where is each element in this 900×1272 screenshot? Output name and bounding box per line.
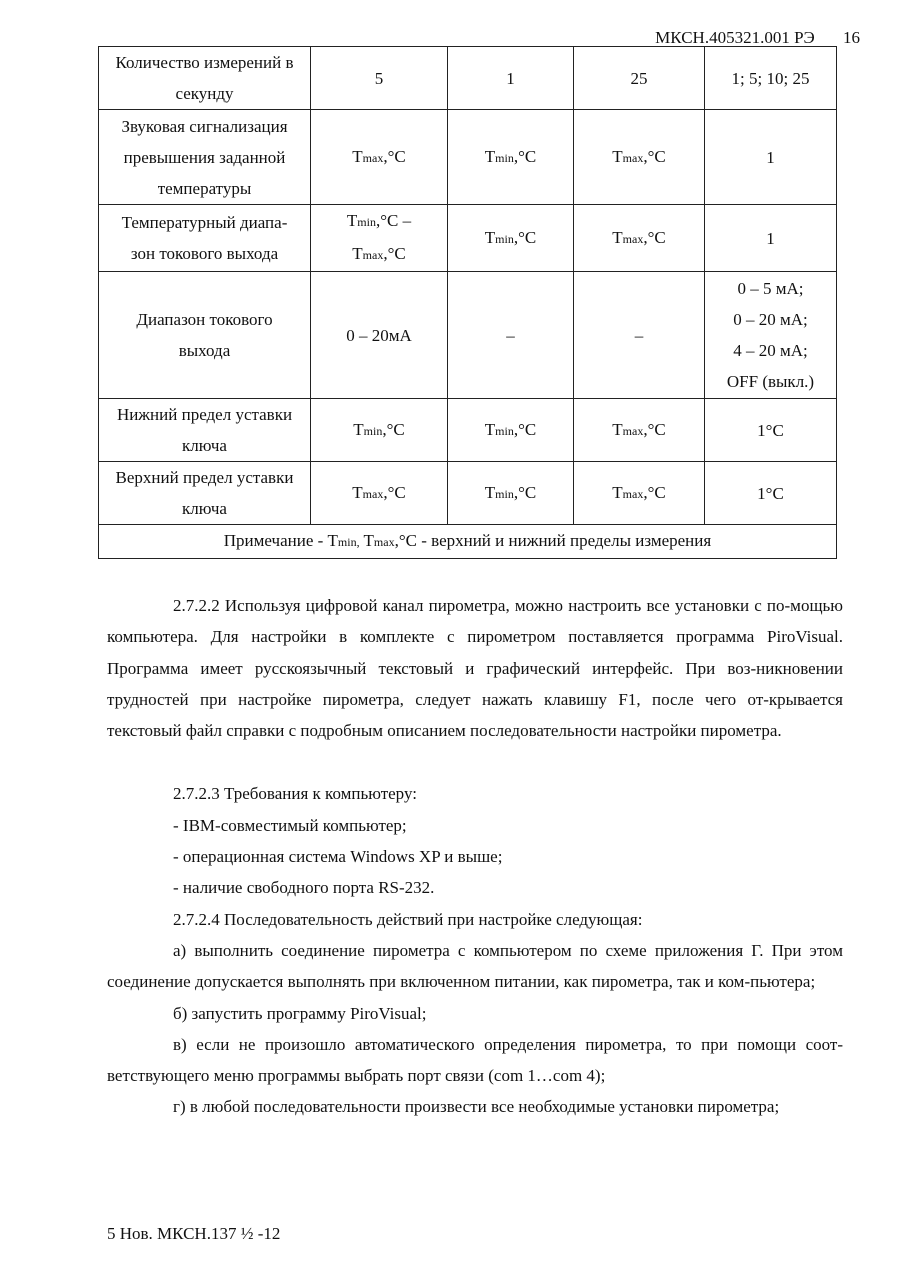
document-code: МКСН.405321.001 РЭ — [655, 28, 815, 47]
row-label-line: Температурный диапа- — [121, 213, 288, 232]
temperature-value — [454, 141, 567, 174]
note-text-prefix: Примечание - T — [223, 531, 338, 550]
requirement-item: - операционная система Windows XP и выше; — [173, 847, 503, 867]
temperature-unit: ,°C — [383, 146, 406, 166]
requirement-item: - наличие свободного порта RS-232. — [173, 878, 435, 898]
cell-value-line: 0 – 20 мА; — [733, 310, 808, 329]
parameters-table — [98, 46, 837, 559]
step-a: а) выполнить соединение пирометра с компьютером по схеме приложения Г. При этом соединение допускается выполнять при включенном питании, как пирометра, так и ком-пьютера; — [107, 940, 843, 992]
temperature-unit: ,°C — [513, 419, 537, 439]
temperature-unit: ,°C — [513, 482, 537, 502]
table-cell — [574, 47, 705, 110]
temperature-subscript: max — [362, 150, 384, 165]
table-cell — [448, 399, 574, 462]
table-row — [99, 205, 837, 272]
temperature-unit: ,°C — [382, 419, 405, 439]
row-label-cell — [99, 272, 311, 399]
row-label-cell — [99, 399, 311, 462]
temperature-symbol: T — [346, 211, 358, 230]
temperature-subscript: min — [357, 215, 376, 229]
table-cell — [448, 110, 574, 205]
temperature-value — [317, 205, 441, 238]
page-number: 16 — [843, 28, 860, 47]
temperature-value — [580, 414, 698, 447]
table-note-row — [99, 525, 837, 559]
temperature-subscript: min — [495, 231, 514, 246]
temperature-subscript: max — [622, 486, 644, 501]
cell-value: – — [506, 325, 515, 345]
temperature-symbol: T — [352, 146, 363, 166]
row-label-line: выхода — [178, 341, 231, 360]
table-cell — [448, 47, 574, 110]
page-header — [655, 28, 860, 48]
step-c: в) если не произошло автоматического определения пирометра, то при помощи соот-ветствующего меню программы выбрать порт связи (com 1…com 4); — [107, 1034, 843, 1086]
temperature-unit: ,°C — [383, 482, 406, 502]
cell-value: 25 — [630, 68, 648, 88]
temperature-symbol: T — [484, 227, 496, 247]
temperature-unit: ,°C — [643, 227, 666, 247]
temperature-subscript: max — [362, 248, 384, 262]
temperature-subscript: max — [622, 231, 644, 246]
table-cell — [311, 47, 448, 110]
table-cell — [311, 110, 448, 205]
cell-value: 1 — [506, 68, 515, 88]
temperature-unit: ,°C — [513, 227, 537, 247]
note-text-suffix: ,°C - верхний и нижний пределы измерения — [394, 531, 712, 550]
row-label-line: ключа — [182, 436, 227, 455]
table-cell — [574, 110, 705, 205]
row-label-line: Нижний предел уставки — [116, 405, 293, 424]
cell-value: 5 — [374, 68, 384, 88]
note-text-sub2: max — [373, 535, 395, 549]
table-cell — [705, 110, 837, 205]
note-text-mid: T — [359, 531, 374, 550]
cell-value-line: 0 – 5 мА; — [737, 279, 804, 298]
temperature-unit: ,°C — [383, 244, 406, 263]
temperature-symbol: T — [612, 227, 623, 247]
temperature-subscript: max — [622, 150, 644, 165]
temperature-value — [580, 141, 698, 174]
table-row — [99, 47, 837, 110]
row-label-cell — [99, 205, 311, 272]
temperature-unit: ,°C — [513, 146, 537, 166]
table-cell — [705, 462, 837, 525]
temperature-subscript: max — [622, 423, 644, 438]
temperature-value — [317, 414, 441, 447]
table-cell — [574, 462, 705, 525]
cell-value: 0 – 20мА — [346, 325, 412, 345]
cell-value-line: 4 – 20 мА; — [733, 341, 808, 360]
row-label-line: температуры — [157, 178, 252, 198]
row-label-cell — [99, 462, 311, 525]
cell-value: 1°C — [757, 483, 784, 503]
temperature-subscript: min — [495, 423, 514, 438]
row-label-line: Верхний предел уставки — [115, 468, 294, 487]
cell-value: 1 — [766, 147, 775, 167]
table-cell — [705, 399, 837, 462]
temperature-symbol: T — [353, 419, 364, 439]
cell-value: 1 — [766, 228, 775, 248]
temperature-symbol: T — [352, 244, 363, 263]
step-b: б) запустить программу PiroVisual; — [173, 1003, 427, 1023]
table-cell — [448, 272, 574, 399]
table-row — [99, 110, 837, 205]
temperature-value — [580, 222, 698, 255]
row-label-line: Звуковая сигнализация — [121, 116, 288, 136]
temperature-unit: ,°C – — [375, 211, 412, 230]
table-cell — [705, 205, 837, 272]
temperature-value — [454, 477, 567, 510]
note-text-sub1: min, — [337, 535, 360, 549]
temperature-subscript: max — [362, 486, 384, 501]
row-label-line: зон токового выхода — [130, 244, 279, 263]
temperature-symbol: T — [612, 482, 623, 502]
temperature-symbol: T — [484, 419, 496, 439]
table-cell — [705, 47, 837, 110]
row-label-cell — [99, 110, 311, 205]
row-label-line: Количество измерений в — [115, 53, 294, 72]
paragraph-2-7-2-3: 2.7.2.3 Требования к компьютеру: — [173, 784, 417, 804]
temperature-subscript: min — [495, 150, 514, 165]
paragraph-2-7-2-2: 2.7.2.2 Используя цифровой канал пирометра, можно настроить все установки с по-мощью компьютера. Для настройки в комплекте с пирометром поставляется программа PiroVisual. Программа имеет русскоязычный текстовый и графический интерфейс. При воз-никновении трудностей при настройке пирометра, следует нажать клавишу F1, после чего от-крывается текстовый файл справки с подробным описанием последовательности настройки пирометра. — [107, 596, 843, 741]
temperature-symbol: T — [484, 482, 496, 502]
temperature-subscript: min — [495, 486, 514, 501]
temperature-value — [454, 222, 567, 255]
requirement-item: - IBM-совместимый компьютер; — [173, 815, 407, 835]
temperature-value — [317, 141, 441, 174]
parameters-table-body — [99, 47, 837, 559]
row-label-line: превышения заданной — [123, 147, 286, 167]
temperature-symbol: T — [612, 146, 623, 166]
row-label-line: Диапазон токового — [136, 310, 273, 329]
temperature-value — [580, 477, 698, 510]
row-label-line: ключа — [182, 499, 227, 518]
temperature-value — [317, 238, 441, 271]
temperature-symbol: T — [352, 482, 363, 502]
paragraph-2-7-2-4: 2.7.2.4 Последовательность действий при настройке следующая: — [173, 909, 643, 929]
cell-value: 1; 5; 10; 25 — [731, 68, 810, 88]
temperature-subscript: min — [363, 423, 383, 438]
cell-value: 1°C — [757, 420, 784, 440]
table-cell — [574, 205, 705, 272]
temperature-value — [454, 414, 567, 447]
row-label-cell — [99, 47, 311, 110]
table-cell — [311, 205, 448, 272]
temperature-unit: ,°C — [643, 482, 666, 502]
temperature-symbol: T — [484, 146, 496, 166]
temperature-unit: ,°C — [643, 419, 666, 439]
table-row — [99, 462, 837, 525]
temperature-value — [317, 477, 441, 510]
step-d: г) в любой последовательности произвести все необходимые установки пирометра; — [173, 1097, 780, 1117]
table-cell — [705, 272, 837, 399]
table-note-cell — [99, 525, 837, 559]
row-label-line: секунду — [175, 84, 234, 103]
table-cell — [448, 205, 574, 272]
temperature-symbol: T — [612, 419, 623, 439]
table-row — [99, 272, 837, 399]
table-cell — [448, 462, 574, 525]
table-cell — [311, 462, 448, 525]
body-text — [107, 590, 843, 1123]
table-row — [99, 399, 837, 462]
temperature-unit: ,°C — [643, 146, 666, 166]
table-cell — [574, 399, 705, 462]
page-footer: 5 Нов. МКСН.137 ½ -12 — [107, 1224, 281, 1243]
table-cell — [311, 272, 448, 399]
table-cell — [574, 272, 705, 399]
table-cell — [311, 399, 448, 462]
cell-value-line: OFF (выкл.) — [726, 372, 815, 391]
cell-value: – — [634, 325, 644, 345]
